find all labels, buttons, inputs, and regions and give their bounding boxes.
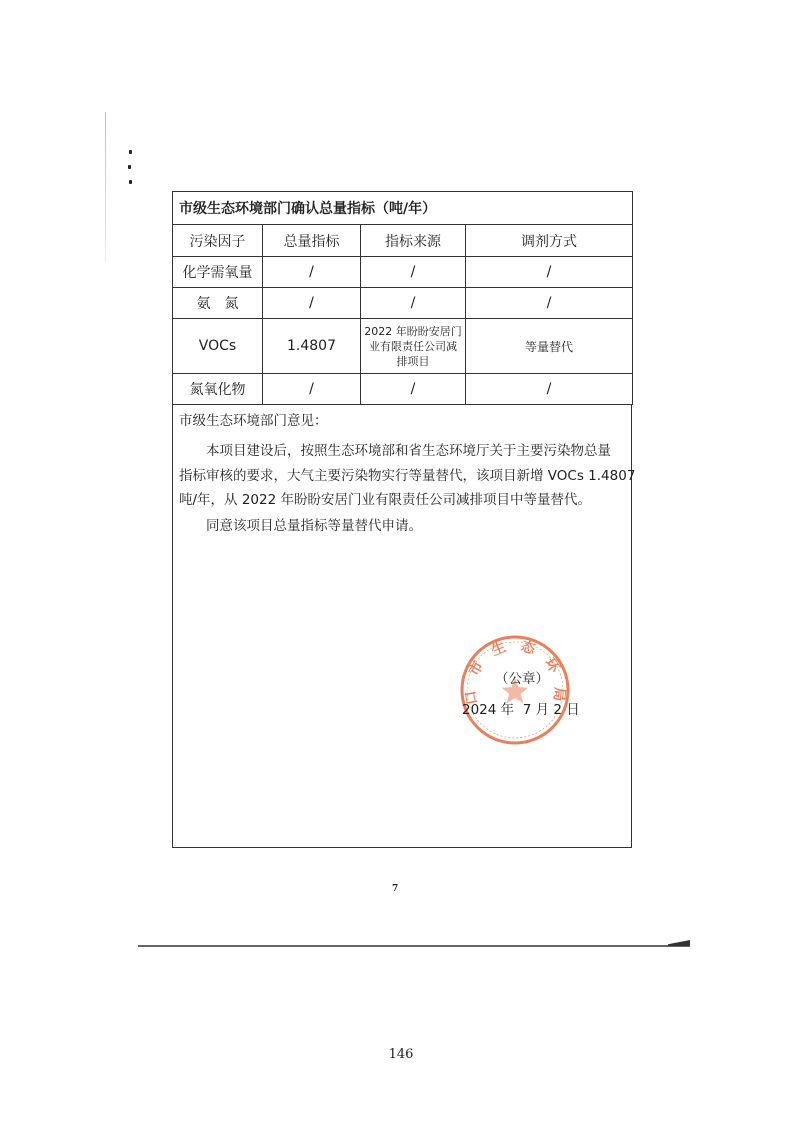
header-source: 指标来源 — [361, 225, 466, 257]
scan-edge-shadow — [105, 112, 106, 262]
page-number: 146 — [388, 1047, 414, 1062]
inner-page-number: 7 — [392, 884, 399, 894]
cell-source-line: 2022 年盼盼安居门 — [364, 324, 462, 338]
table-row — [173, 257, 633, 288]
cell-factor: 化学需氧量 — [173, 257, 263, 288]
cell-factor: VOCs — [173, 319, 263, 374]
cell-source: / — [361, 257, 466, 288]
seal-arc-text: 口市生态环局 — [462, 638, 568, 706]
cell-factor: 氨 氮 — [173, 288, 263, 319]
table-title: 市级生态环境部门确认总量指标（吨/年） — [173, 192, 633, 225]
scan-mark — [129, 150, 132, 154]
opinion-paragraph-line: 本项目建设后，按照生态环境部和省生态环境厅关于主要污染物总量 — [206, 443, 611, 459]
cell-source: / — [361, 374, 466, 405]
cell-source: / — [361, 288, 466, 319]
signature-date: 2024 年 7 月 2 日 — [462, 702, 580, 718]
cell-total: / — [263, 288, 361, 319]
seal-label: （公章） — [495, 671, 549, 687]
cell-total: / — [263, 374, 361, 405]
cell-source — [361, 319, 466, 374]
cell-source-line: 排项目 — [396, 354, 430, 368]
cell-method: / — [466, 288, 633, 319]
cell-method: / — [466, 257, 633, 288]
header-method: 调剂方式 — [466, 225, 633, 257]
opinion-paragraph-line: 指标审核的要求，大气主要污染物实行等量替代，该项目新增 VOCs 1.4807 — [179, 468, 636, 484]
scan-edge-mark — [668, 940, 690, 946]
scan-bottom-edge — [138, 945, 690, 947]
opinion-box — [172, 404, 636, 848]
header-factor: 污染因子 — [173, 225, 263, 257]
cell-method: 等量替代 — [466, 319, 633, 374]
scan-mark — [129, 180, 132, 184]
official-seal — [459, 634, 571, 746]
cell-factor: 氮氧化物 — [173, 374, 263, 405]
header-total: 总量指标 — [263, 225, 361, 257]
opinion-heading: 市级生态环境部门意见： — [179, 413, 328, 429]
opinion-paragraph-line: 吨/年，从 2022 年盼盼安居门业有限责任公司减排项目中等量替代。 — [179, 492, 591, 508]
table-header-row — [173, 225, 633, 257]
cell-source-line: 业有限责任公司减 — [369, 339, 457, 353]
cell-total: 1.4807 — [263, 319, 361, 374]
cell-total: / — [263, 257, 361, 288]
approval-statement: 同意该项目总量指标等量替代申请。 — [206, 518, 422, 534]
table-title-row — [173, 192, 633, 225]
table-row — [173, 374, 633, 405]
scan-mark — [128, 165, 131, 169]
quota-table — [172, 191, 633, 405]
table-row — [173, 288, 633, 319]
table-row — [173, 319, 633, 374]
cell-method: / — [466, 374, 633, 405]
